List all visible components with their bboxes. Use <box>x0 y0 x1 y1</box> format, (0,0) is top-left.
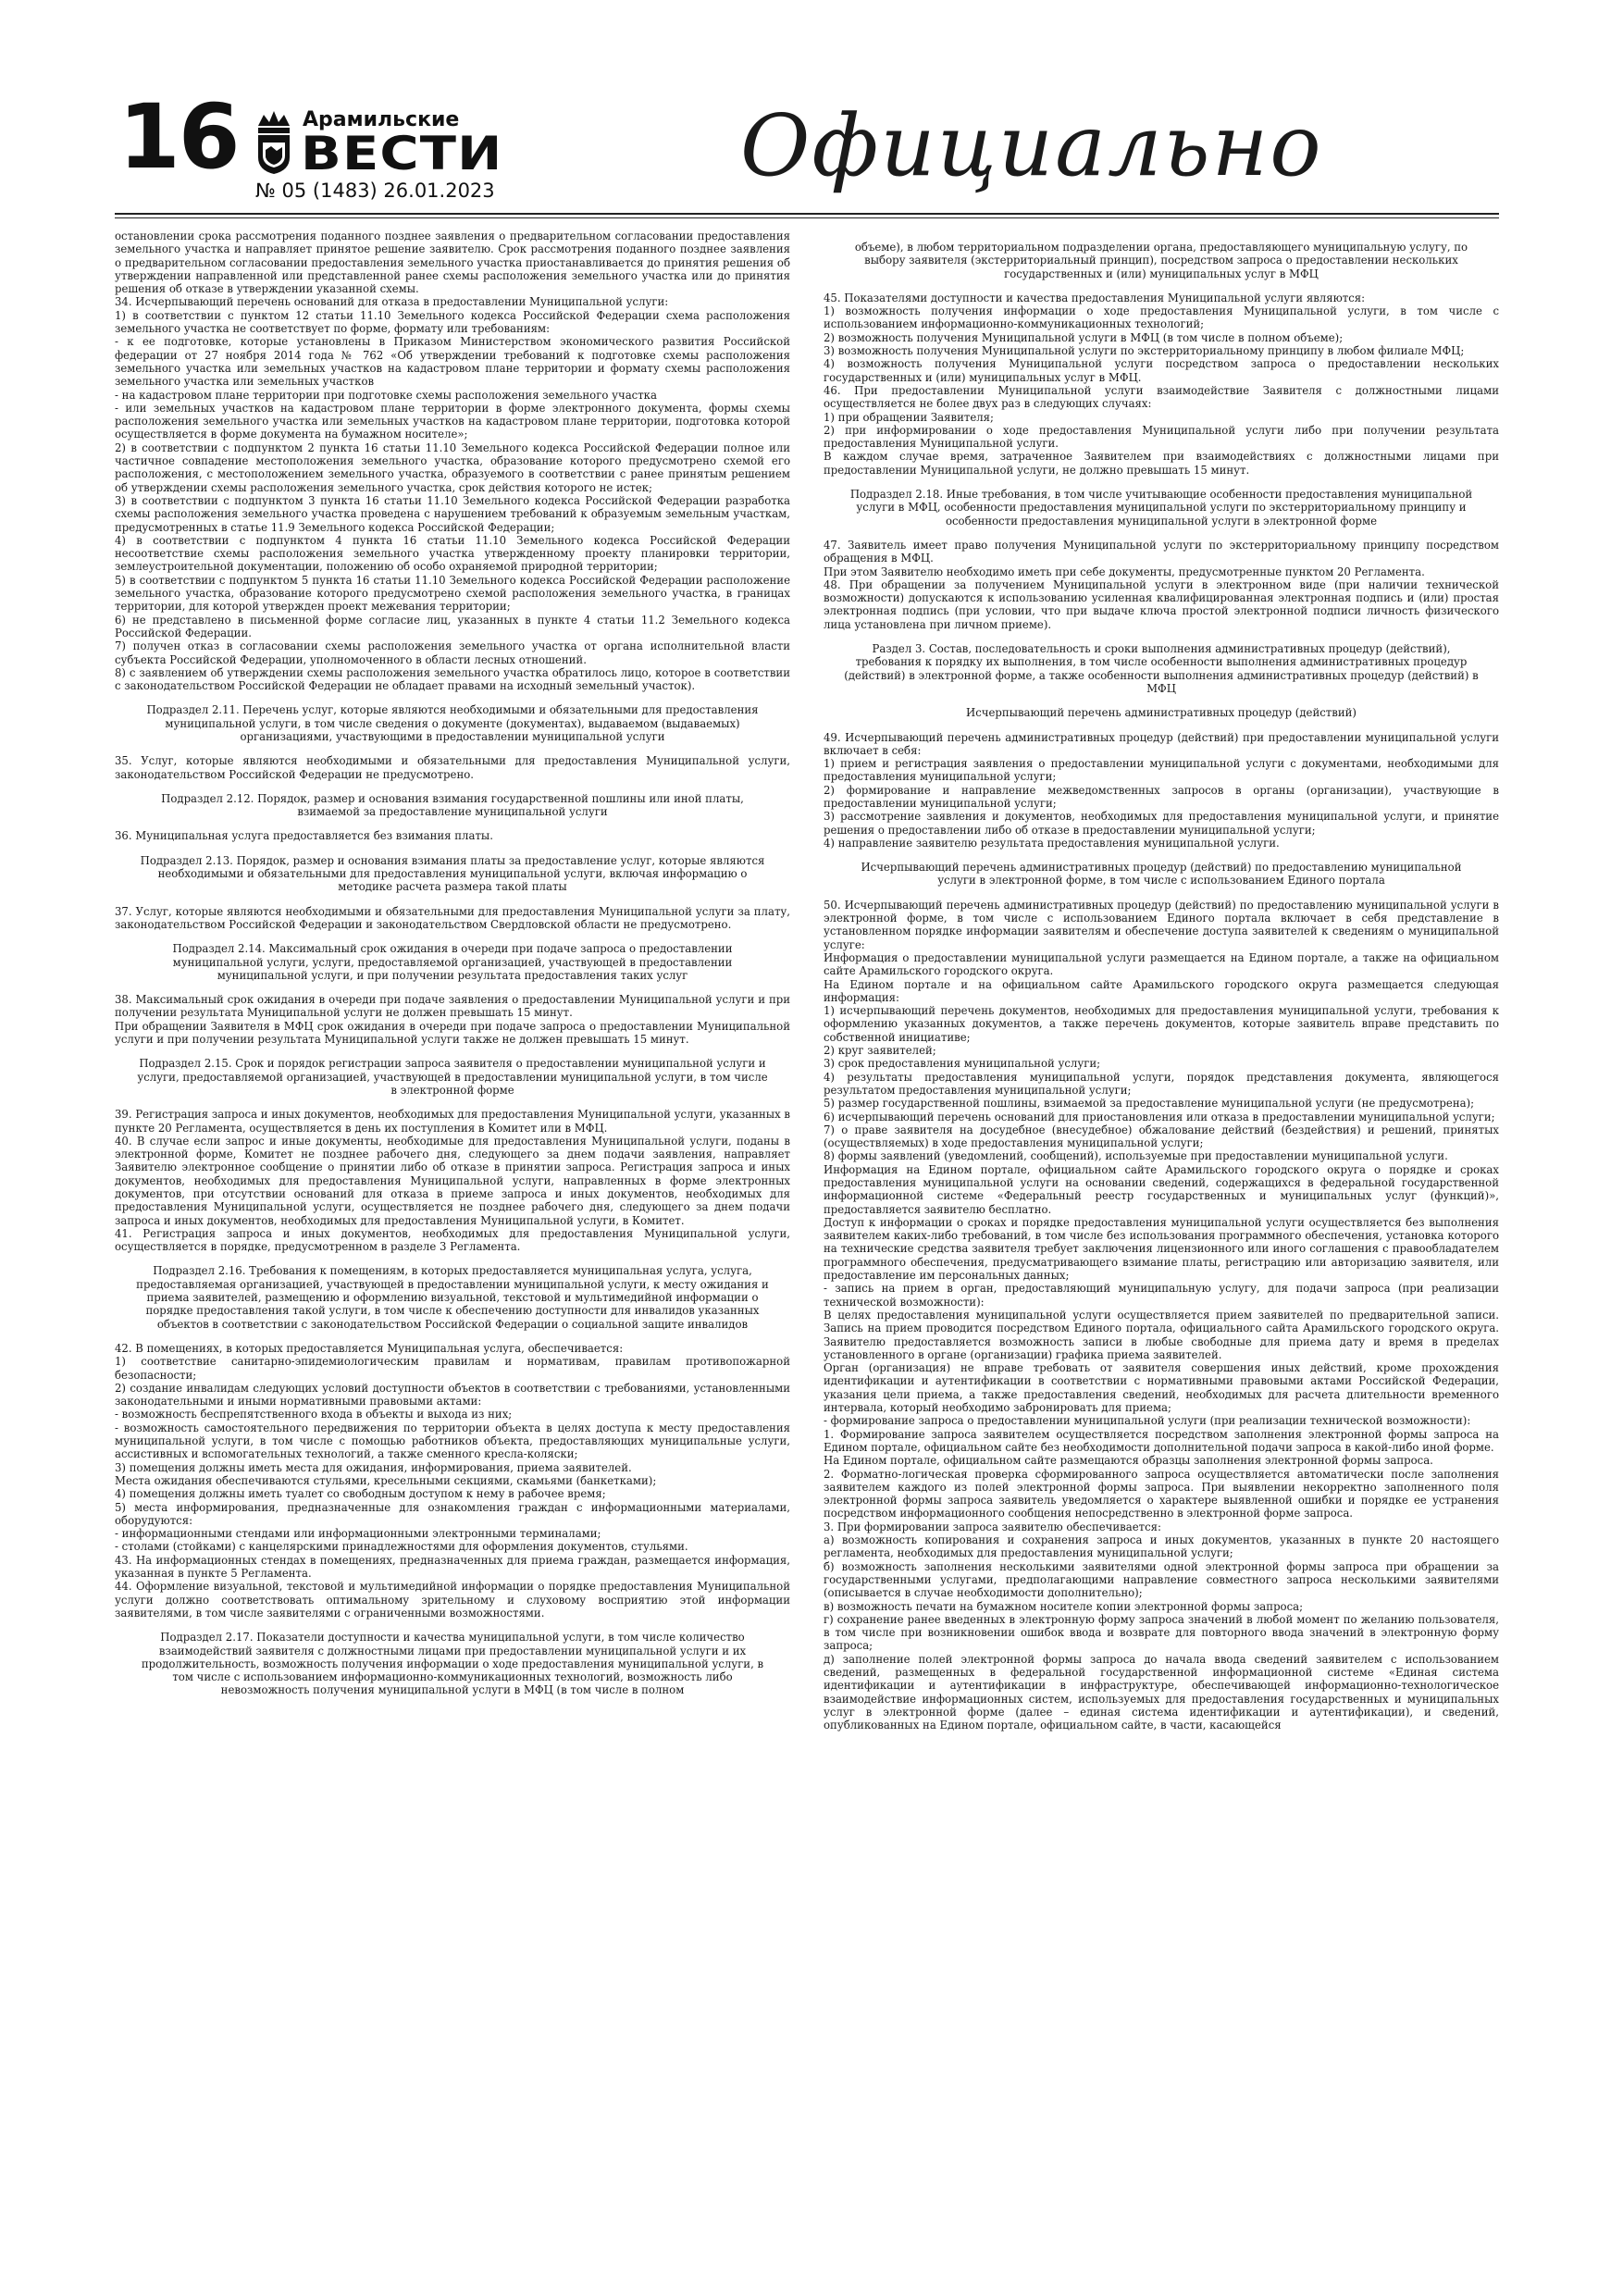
left-column <box>115 230 790 2265</box>
paragraph: 42. В помещениях, в которых предоставляется Муниципальная услуга, обеспечивается: <box>115 1341 624 1355</box>
paragraph: б) возможность заполнения несколькими заявителями одной электронной формы запроса при обращении за государственными услугами, предполагающими направление совместного запроса несколькими заявителями (описывается в случае необходимости дополнительно); <box>824 1559 1499 1600</box>
paragraph: В целях предоставления муниципальной услуги осуществляется прием заявителей по предварительной записи. Запись на прием проводится посредством Единого портала, официального сайта Арамильского городского округа. Заявителю предоставляется возможность записи в любые свободные для приема дату и время в пределах установленного в органе (организации) графика приема заявителей. <box>824 1308 1499 1361</box>
paragraph: 5) размер государственной пошлины, взимаемой за предоставление муниципальной услуги (не предусмотрена); <box>824 1097 1475 1111</box>
paragraph: 34. Исчерпывающий перечень оснований для отказа в предоставлении Муниципальной услуги: <box>115 295 669 309</box>
crest-icon <box>254 109 293 176</box>
paragraph: 41. Регистрация запроса и иных документов, необходимых для предоставления Муниципальной услуги, осуществляется в порядке, предусмотренном в разделе 3 Регламента. <box>115 1226 790 1254</box>
paragraph: Информация на Едином портале, официальном сайте Арамильского городского округа о порядке и сроках предоставления муниципальной услуги на основании сведений, содержащихся в федеральной государственной информационной системе «Федеральный реестр государственных и муниципальных услуг (функций)», предоставляется заявителю бесплатно. <box>824 1162 1499 1216</box>
paragraph: 4) в соответствии с подпунктом 4 пункта 16 статьи 11.10 Земельного кодекса Российской Федерации несоответствие схемы расположения земельного участка утвержденному проекту планировки территории, землеустроительной документации, положению об особо охраняемой природной территории; <box>115 533 790 574</box>
paragraph: 45. Показателями доступности и качества предоставления Муниципальной услуги являются: <box>824 291 1366 304</box>
paragraph: 1) в соответствии с пунктом 12 статьи 11.10 Земельного кодекса Российской Федерации схема расположения земельного участка не соответствует по форме, формату или требованиям: <box>115 308 790 336</box>
header-rule-thin <box>115 217 1499 218</box>
paragraph: 43. На информационных стендах в помещениях, предназначенных для приема граждан, размещается информация, указанная в пункте 5 Регламента. <box>115 1553 790 1581</box>
paragraph: 40. В случае если запрос и иные документы, необходимые для предоставления Муниципальной услуги, поданы в электронной форме, Комитет не позднее рабочего дня, следующего за днем подачи заявления, направляет Заявителю электронное сообщение о принятии либо об отказе в принятии запроса. Регистрация запроса и иных документов, необходимых для предоставления Муниципальной услуги, направленных в форме электронных документов, при отсутствии оснований для отказа в приеме запроса и иных документов, необходимых для предоставления Муниципальной услуги, осуществляется не позднее рабочего дня, следующего за днем подачи запроса и иных документов, необходимых для предоставления Муниципальной услуги, в Комитет. <box>115 1134 790 1227</box>
paragraph: 3) срок предоставления муниципальной услуги; <box>824 1057 1101 1071</box>
paragraph: Орган (организация) не вправе требовать от заявителя совершения иных действий, кроме прохождения идентификации и аутентификации в соответствии с нормативными правовыми актами Российской Федерации, указания цели приема, а также предоставления сведений, необходимых для расчета длительности временного интервала, который необходимо забронировать для приема; <box>824 1361 1499 1415</box>
paragraph: При обращении Заявителя в МФЦ срок ожидания в очереди при подаче запроса о предоставлении Муниципальной услуги и при получении результата Муниципальной услуги также не должен превышать 15 минут. <box>115 1019 790 1047</box>
paragraph: 2) возможность получения Муниципальной услуги в МФЦ (в том числе в полном объеме); <box>824 330 1344 344</box>
paragraph: 5) в соответствии с подпунктом 5 пункта 16 статьи 11.10 Земельного кодекса Российской Федерации расположение земельного участка, образование которого предусмотрено схемой расположения земельного участка, в границах территории, для которой утвержден проект межевания территории; <box>115 573 790 614</box>
subsection-heading: Подраздел 2.12. Порядок, размер и основания взимания государственной пошлины или иной платы, взимаемой за предоставление муниципальной услуги <box>161 791 744 819</box>
paragraph: - информационными стендами или информационными электронными терминалами; <box>115 1527 601 1541</box>
subsection-heading: Подраздел 2.14. Максимальный срок ожидания в очереди при подаче запроса о предоставлении муниципальной услуги, услуги, предоставляемой организацией, участвующей в предоставлении муниципальной услуги, и при получении результата предоставления таких услуг <box>172 942 733 982</box>
subsection-heading: Подраздел 2.13. Порядок, размер и основания взимания платы за предоставление услуг, которые являются необходимыми и обязательными для предоставления муниципальной услуги, включая информацию о методике расчета размера такой платы <box>140 853 765 894</box>
paragraph: - столами (стойками) с канцелярскими принадлежностями для оформления документов, стульями. <box>115 1540 688 1554</box>
paragraph: Информация о предоставлении муниципальной услуги размещается на Едином портале, а также на официальном сайте Арамильского городского округа. <box>824 950 1499 978</box>
subsection-heading: Подраздел 2.16. Требования к помещениям, в которых предоставляется муниципальная услуга, услуга, предоставляемая организацией, участвующей в предоставлении муниципальной услуги, к месту ожидания и приема заявителей, размещению и оформлению визуальной, текстовой и мультимедийной информации о порядке предоставления такой услуги, в том числе к обеспечению доступности для инвалидов указанных объектов в соответствии с законодательством Российской Федерации о социальной защите инвалидов <box>136 1264 769 1331</box>
paragraph: 2) формирование и направление межведомственных запросов в органы (организации), участвующие в предоставлении муниципальной услуги; <box>824 783 1499 810</box>
subsection-heading: Исчерпывающий перечень административных процедур (действий) по предоставлению муниципальной услуги в электронной форме, в том числе с использованием Единого портала <box>861 861 1462 887</box>
paragraph: 1) исчерпывающий перечень документов, необходимых для предоставления муниципальной услуги, требования к оформлению указанных документов, а также перечень документов, которые заявитель вправе представить по собственной инициативе; <box>824 1004 1499 1044</box>
paragraph: 3. При формировании запроса заявителю обеспечивается: <box>824 1520 1161 1533</box>
paragraph: 2) в соответствии с подпунктом 2 пункта 16 статьи 11.10 Земельного кодекса Российской Федерации полное или частичное совпадение местоположения земельного участка, образование которого предусмотрено схемой его расположения, с местоположением земельного участка, образуемого в соответствии с ранее принятым решением об утверждении схемы расположения земельного участка, срок действия которого не истек; <box>115 441 790 494</box>
right-column <box>824 230 1499 2265</box>
paragraph: 4) направление заявителю результата предоставления муниципальной услуги. <box>824 836 1280 850</box>
subsection-heading: Подраздел 2.11. Перечень услуг, которые являются необходимыми и обязательными для предоставления муниципальной услуги, в том числе сведения о документе (документах), выдаваемом (выдаваемых) организациями, участвующими в предоставлении муниципальной услуги <box>146 703 759 743</box>
subsection-heading: Раздел 3. Состав, последовательность и сроки выполнения административных процедур (действий), требования к порядку их выполнения, в том числе особенности выполнения административных процедур (действий) в электронной форме, а также особенности выполнения административных процедур (действий) в МФЦ <box>844 642 1479 695</box>
paragraph: 3) рассмотрение заявления и документов, необходимых для предоставления муниципальной услуги, и принятие решения о предоставлении либо об отказе в предоставлении муниципальной услуги; <box>824 810 1499 837</box>
paragraph: Доступ к информации о сроках и порядке предоставления муниципальной услуги осуществляется без выполнения заявителем каких-либо требований, в том числе без использования программного обеспечения, установка которого на технические средства заявителя требует заключения лицензионного или иного соглашения с правообладателем программного обеспечения, предусматривающего взимание платы, регистрацию или авторизацию заявителя, или предоставление им персональных данных; <box>824 1215 1499 1283</box>
brand-top-text: Арамильские <box>303 108 460 131</box>
page-number: 16 <box>118 85 239 189</box>
paragraph: 36. Муниципальная услуга предоставляется без взимания платы. <box>115 829 493 843</box>
page-header <box>0 0 1623 227</box>
paragraph: 49. Исчерпывающий перечень административных процедур (действий) при предоставлении муниципальной услуги включает в себя: <box>824 730 1499 757</box>
subsection-heading: Подраздел 2.18. Иные требования, в том числе учитывающие особенности предоставления муниципальной услуги в МФЦ, особенности предоставления муниципальной услуги по экстерриториальному принципу и особенности предоставления муниципальной услуги в электронной форме <box>849 488 1473 527</box>
paragraph: В каждом случае время, затраченное Заявителем при взаимодействиях с должностными лицами при предоставлении Муниципальной услуги, не должно превышать 15 минут. <box>824 450 1499 477</box>
paragraph: 2) создание инвалидам следующих условий доступности объектов в соответствии с требованиями, установленными законодательными и иными нормативными правовыми актами: <box>115 1381 790 1409</box>
brand-main-text: ВЕСТИ <box>301 127 503 180</box>
paragraph: - запись на прием в орган, предоставляющий муниципальную услугу, для подачи запроса (при реализации технической возможности): <box>824 1282 1499 1309</box>
subsection-heading: Подраздел 2.15. Срок и порядок регистрации запроса заявителя о предоставлении муниципальной услуги и услуги, предоставляемой организацией, участвующей в предоставлении муниципальной услуги, в том числе в электронной форме <box>137 1057 768 1097</box>
paragraph: д) заполнение полей электронной формы запроса до начала ввода сведений заявителем с использованием сведений, размещенных в федеральной государственной информационной системе «Единая система идентификации и аутентификации в инфраструктуре, обеспечивающей информационно-технологическое взаимодействие информационных систем, используемых для предоставления государственных и муниципальных услуг в электронной форме (далее – единая система идентификации и аутентификации), и сведений, опубликованных на Едином портале, официальном сайте, в части, касающейся <box>824 1652 1499 1732</box>
paragraph: - возможность беспрепятственного входа в объекты и выхода из них; <box>115 1408 513 1421</box>
paragraph: 2) круг заявителей; <box>824 1044 936 1058</box>
subsection-heading: Исчерпывающий перечень административных процедур (действий) <box>966 706 1357 720</box>
paragraph: На Едином портале, официальном сайте размещаются образцы заполнения электронной формы запроса. <box>824 1454 1433 1468</box>
paragraph: 2. Форматно-логическая проверка сформированного запроса осуществляется автоматически после заполнения заявителем каждого из полей электронной формы запроса. При выявлении некорректно заполненного поля электронной формы запроса заявитель уведомляется о характере выявленной ошибки и порядке ее устранения посредством информационного сообщения непосредственно в электронной форме запроса. <box>824 1467 1499 1520</box>
paragraph: Места ожидания обеспечиваются стульями, кресельными секциями, скамьями (банкетками); <box>115 1473 657 1487</box>
paragraph: 2) при информировании о ходе предоставления Муниципальной услуги либо при получении результата предоставления Муниципальной услуги. <box>824 423 1499 451</box>
paragraph: 1) соответствие санитарно-эпидемиологическим правилам и нормативам, правилам противопожарной безопасности; <box>115 1355 790 1382</box>
issue-info: № 05 (1483) 26.01.2023 <box>255 180 495 202</box>
paragraph: - формирование запроса о предоставлении муниципальной услуги (при реализации технической возможности): <box>824 1414 1471 1428</box>
paragraph: 8) формы заявлений (уведомлений, сообщений), используемые при предоставлении муниципальной услуги. <box>824 1149 1448 1163</box>
paragraph: 50. Исчерпывающий перечень административных процедур (действий) по предоставлению муниципальной услуги в электронной форме, в том числе с использованием Единого портала включает в себя представление в установленном порядке информации заявителям и обеспечение доступа заявителей к сведениям о муниципальной услуге: <box>824 898 1499 951</box>
paragraph: 6) исчерпывающий перечень оснований для приостановления или отказа в предоставлении муниципальной услуги; <box>824 1110 1495 1123</box>
paragraph: а) возможность копирования и сохранения запроса и иных документов, указанных в пункте 20 настоящего регламента, необходимых для предоставления муниципальной услуги; <box>824 1533 1499 1560</box>
paragraph: 38. Максимальный срок ожидания в очереди при подаче заявления о предоставлении Муниципальной услуги и при получении результата Муниципальной услуги не должен превышать 15 минут. <box>115 993 790 1020</box>
paragraph: 4) помещения должны иметь туалет со свободным доступом к нему в рабочее время; <box>115 1487 606 1501</box>
paragraph: - или земельных участков на кадастровом плане территории в форме электронного документа, формы схемы расположения земельного участка или земельных участков на кадастровом плане территории, подготовка которой осуществляется в форме документа на бумажном носителе»; <box>115 401 790 441</box>
paragraph: 7) о праве заявителя на досудебное (внесудебное) обжалование действий (бездействия) и решений, принятых (осуществляемых) в ходе предоставления муниципальной услуги; <box>824 1123 1499 1150</box>
paragraph: 1) при обращении Заявителя; <box>824 410 994 424</box>
paragraph: 1) прием и регистрация заявления о предоставлении муниципальной услуги с документами, необходимыми для предоставления муниципальной услуги; <box>824 757 1499 784</box>
paragraph: в) возможность печати на бумажном носителе копии электронной формы запроса; <box>824 1599 1304 1613</box>
paragraph: 3) помещения должны иметь места для ожидания, информирования, приема заявителей. <box>115 1460 632 1474</box>
paragraph: 39. Регистрация запроса и иных документов, необходимых для предоставления Муниципальной услуги, указанных в пункте 20 Регламента, осуществляется в день их поступления в Комитет или в МФЦ. <box>115 1108 790 1135</box>
subsection-heading: Подраздел 2.17. Показатели доступности и качества муниципальной услуги, в том числе количество взаимодействий заявителя с должностными лицами при предоставлении муниципальной услуги и их продолжительность, возможность получения информации о ходе предоставления муниципальной услуги, в том числе с использованием информационно-коммуникационных технологий, возможность либо невозможность получения муниципальной услуги в МФЦ (в том числе в полном <box>141 1631 764 1697</box>
newspaper-logo <box>254 108 503 183</box>
paragraph: 35. Услуг, которые являются необходимыми и обязательными для предоставления Муниципальной услуги, законодательством Российской Федерации не предусмотрено. <box>115 754 790 781</box>
section-title: Официально <box>740 96 1323 195</box>
paragraph: остановлении срока рассмотрения поданного позднее заявления о предварительном согласовании предоставления земельного участка и направляет принятое решение заявителю. Срок рассмотрения поданного позднее заявления о предварительном согласовании предоставления земельного участка приостанавливается до принятия решения об утверждении направленной или представленной ранее схемы расположения земельного участка или до принятия решения об отказе в утверждении указанной схемы. <box>115 230 790 296</box>
paragraph: 6) не представлено в письменной форме согласие лиц, указанных в пункте 4 статьи 11.2 Земельного кодекса Российской Федерации. <box>115 613 790 639</box>
paragraph: 8) с заявлением об утверждении схемы расположения земельного участка обратилось лицо, которое в соответствии с законодательством Российской Федерации не обладает правами на исходный земельный участок). <box>115 665 790 693</box>
paragraph: 7) получен отказ в согласовании схемы расположения земельного участка от органа исполнительной власти субъекта Российской Федерации, уполномоченного в области лесных отношений. <box>115 639 790 666</box>
paragraph: При этом Заявителю необходимо иметь при себе документы, предусмотренные пунктом 20 Регламента. <box>824 565 1425 578</box>
paragraph: 3) возможность получения Муниципальной услуги по экстерриториальному принципу в любом филиале МФЦ; <box>824 344 1465 358</box>
paragraph: 47. Заявитель имеет право получения Муниципальной услуги по экстерриториальному принципу посредством обращения в МФЦ. <box>824 538 1499 565</box>
paragraph: 3) в соответствии с подпунктом 3 пункта 16 статьи 11.10 Земельного кодекса Российской Федерации разработка схемы расположения земельного участка проведена с нарушением требований к образуемым земельным участкам, предусмотренных в статье 11.9 Земельного кодекса Российской Федерации; <box>115 493 790 534</box>
paragraph: г) сохранение ранее введенных в электронную форму запроса значений в любой момент по желанию пользователя, в том числе при возникновении ошибок ввода и возврате для повторного ввода значений в электронную форму запроса; <box>824 1612 1499 1653</box>
paragraph: 46. При предоставлении Муниципальной услуги взаимодействие Заявителя с должностными лицами осуществляется не более двух раз в следующих случаях: <box>824 383 1499 411</box>
paragraph: 37. Услуг, которые являются необходимыми и обязательными для предоставления Муниципальной услуги за плату, законодательством Российской Федерации и законодательством Свердловской области не предусмотрено. <box>115 904 790 931</box>
paragraph: 44. Оформление визуальной, текстовой и мультимедийной информации о порядке предоставления Муниципальной услуги должно соответствовать оптимальному зрительному и слуховому восприятию этой информации заявителями, в том числе заявителями с ограниченными возможностями. <box>115 1580 790 1620</box>
subsection-heading: объеме), в любом территориальном подразделении органа, предоставляющего муниципальную услугу, по выбору заявителя (экстерриториальный принцип), посредством запроса о предоставлении нескольких государственных и (или) муниципальных услуг в МФЦ <box>854 241 1468 280</box>
paragraph: На Едином портале и на официальном сайте Арамильского городского округа размещается следующая информация: <box>824 977 1499 1004</box>
paragraph: - к ее подготовке, которые установлены в Приказом Министерством экономического развития Российской федерации от 27 ноября 2014 года № 762 «Об утверждении требований к подготовке схемы расположения земельного участка или земельных участков на кадастровом плане территории и формату схемы расположения земельного участка или земельных участков <box>115 335 790 389</box>
paragraph: - возможность самостоятельного передвижения по территории объекта в целях доступа к месту предоставления муниципальной услуги, в том числе с помощью работников объекта, предоставляющих муниципальные услуги, ассистивных и вспомогательных технологий, а также сменного кресла-коляски; <box>115 1421 790 1461</box>
paragraph: 4) возможность получения Муниципальной услуги посредством запроса о предоставлении нескольких государственных и (или) муниципальных услуг в МФЦ. <box>824 357 1499 384</box>
paragraph: 4) результаты предоставления муниципальной услуги, порядок представления документа, являющегося результатом предоставления муниципальной услуги; <box>824 1070 1499 1097</box>
paragraph: 5) места информирования, предназначенные для ознакомления граждан с информационными материалами, оборудуются: <box>115 1500 790 1527</box>
paragraph: 1) возможность получения информации о ходе предоставления Муниципальной услуги, в том числе с использованием информационно-коммуникационных технологий; <box>824 304 1499 331</box>
paragraph: 48. При обращении за получением Муниципальной услуги в электронном виде (при наличии технической возможности) допускаются к использованию усиленная квалифицированная электронная подпись и (или) простая электронная подпись (при условии, что при выдаче ключа простой электронной подписи личность физического лица установлена при личном приеме). <box>824 577 1499 631</box>
paragraph: - на кадастровом плане территории при подготовке схемы расположения земельного участка <box>115 388 657 402</box>
paragraph: 1. Формирование запроса заявителем осуществляется посредством заполнения электронной формы запроса на Едином портале, официальном сайте без необходимости дополнительной подачи запроса в какой-либо иной форме. <box>824 1427 1499 1454</box>
header-rule <box>115 213 1499 215</box>
